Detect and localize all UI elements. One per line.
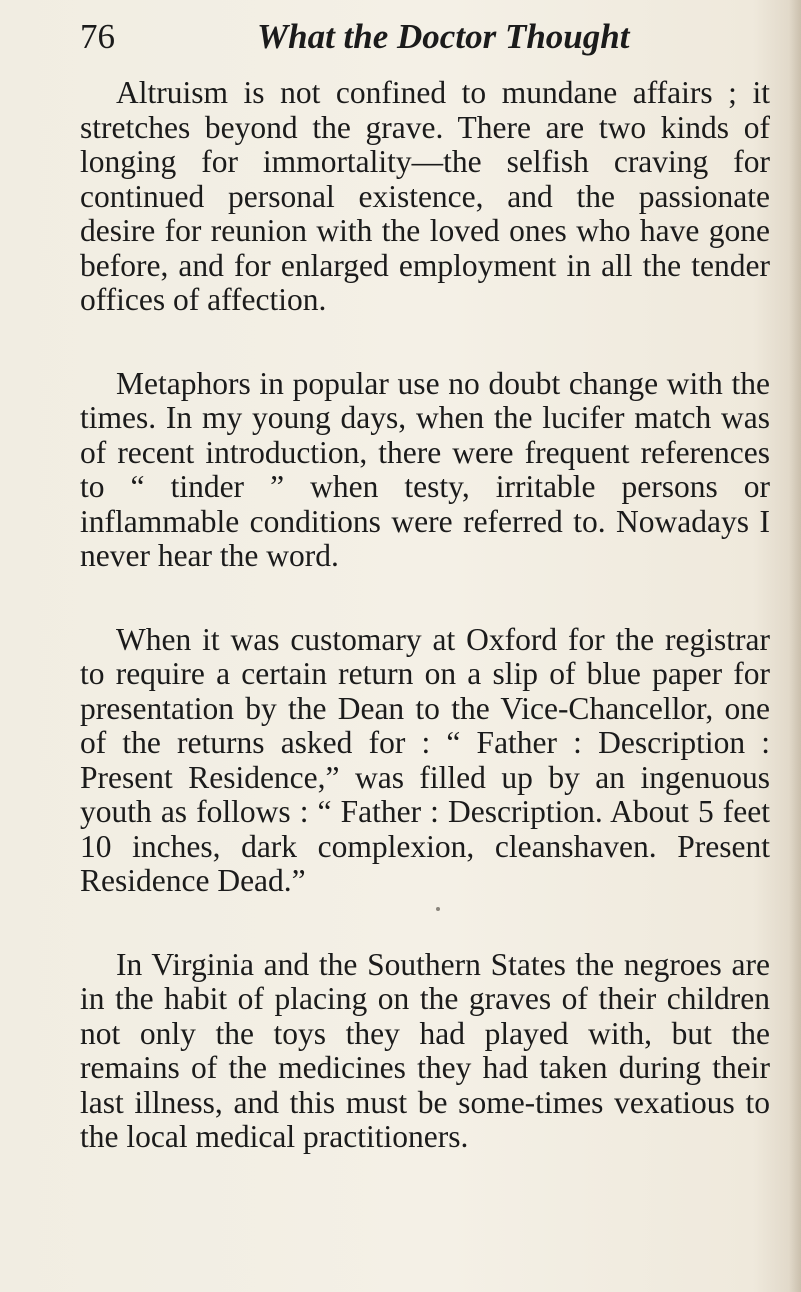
body-text (80, 76, 770, 1155)
page-edge-shadow (789, 0, 801, 1292)
paragraph-virginia: In Virginia and the Southern States the negroes are in the habit of placing on the graves of their children not only the toys they had played with, but the remains of the medicines they had taken during their last illness, and this must be some-times vexatious to the local medical practitioners. (80, 946, 770, 1154)
page-number: 76 (80, 17, 115, 56)
page-header (80, 15, 770, 65)
running-title: What the Doctor Thought (257, 17, 630, 56)
ink-speck (436, 907, 440, 911)
paragraph-altruism: Altruism is not confined to mundane affairs ; it stretches beyond the grave. There are two kinds of longing for immortality—the selfish craving for continued personal existence, and the passionate desire for reunion with the loved ones who have gone before, and for enlarged employment in all the tender offices of affection. (80, 75, 770, 317)
paragraph-metaphors: Metaphors in popular use no doubt change with the times. In my young days, when the lucifer match was of recent introduction, there were frequent references to “ tinder ” when testy, irritable persons or inflammable conditions were referred to. Nowadays I never hear the word. (80, 365, 770, 573)
paragraph-oxford: When it was customary at Oxford for the registrar to require a certain return on a slip of blue paper for presentation by the Dean to the Vice-Chancellor, one of the returns asked for : “ Father : Description : Present Residence,” was filled up by an ingenuous youth as follows : “ Father : Description. About 5 feet 10 inches, dark complexion, cleanshaven. Present Residence Dead.” (80, 621, 770, 898)
